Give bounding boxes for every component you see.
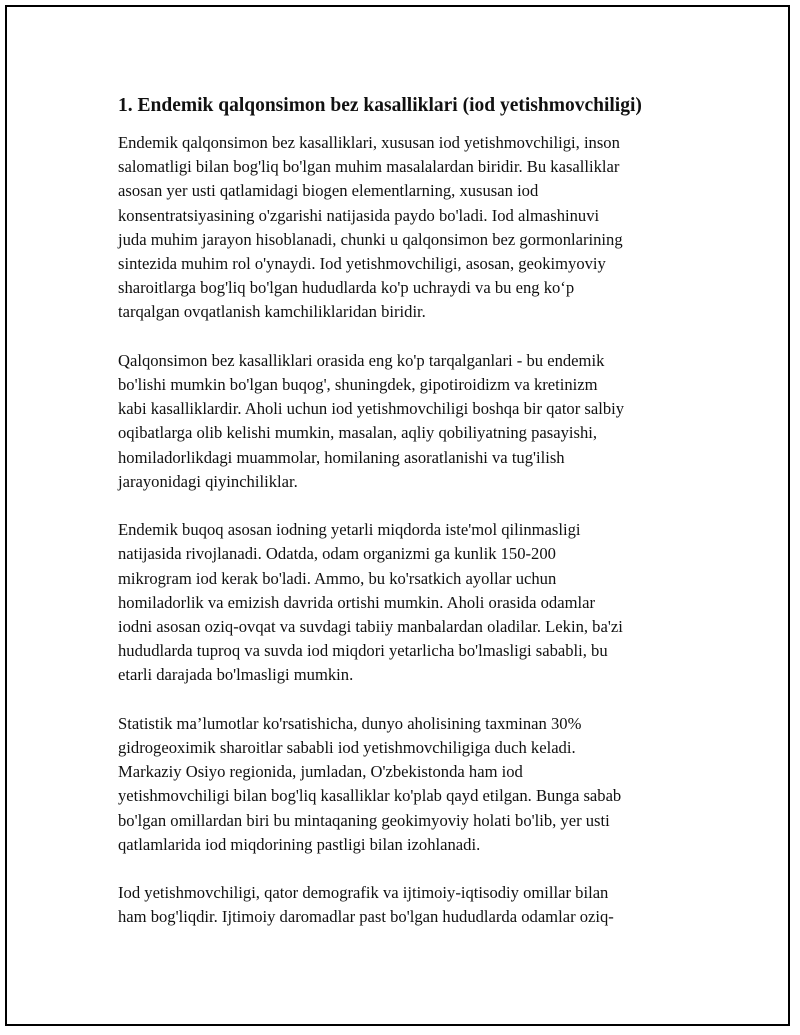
paragraph-spacer <box>118 325 688 349</box>
text-line: Endemik qalqonsimon bez kasalliklari, xususan iod yetishmovchiligi, inson <box>118 133 620 152</box>
paragraph-spacer <box>118 857 688 881</box>
text-line: oqibatlarga olib kelishi mumkin, masalan, aqliy qobiliyatning pasayishi, <box>118 423 597 443</box>
text-line: tarqalgan ovqatlanish kamchiliklaridan biridir. <box>118 302 426 322</box>
text-line: homiladorlik va emizish davrida ortishi mumkin. Aholi orasida odamlar <box>118 592 595 612</box>
text-line: Statistik ma’lumotlar ko'rsatishicha, dunyo aholisining taxminan 30% <box>118 713 582 733</box>
paragraph-spacer <box>118 688 688 712</box>
paragraph-spacer <box>118 494 688 518</box>
text-line: Markaziy Osiyo regionida, jumladan, O'zbekistonda ham iod <box>118 762 523 782</box>
paragraph-1 <box>118 131 688 325</box>
paragraph-5 <box>118 881 688 929</box>
document-body <box>118 92 688 930</box>
text-line: homiladorlikdagi muammolar, homilaning asoratlanishi va tug'ilish <box>118 447 565 467</box>
text-line: asosan yer usti qatlamidagi biogen elementlarning, xususan iod <box>118 181 539 201</box>
text-line: gidrogeoximik sharoitlar sababli iod yetishmovchiligiga duch keladi. <box>118 738 576 758</box>
text-line: bo'lgan omillardan biri bu mintaqaning geokimyoviy holati bo'lib, yer usti <box>118 810 610 830</box>
text-line: natijasida rivojlanadi. Odatda, odam organizmi ga kunlik 150-200 <box>118 544 556 564</box>
text-line: hududlarda tuproq va suvda iod miqdori yetarlicha bo'lmasligi sababli, bu <box>118 641 608 661</box>
text-line: kabi kasalliklardir. Aholi uchun iod yetishmovchiligi boshqa bir qator salbiy <box>118 399 625 419</box>
text-line: Iod yetishmovchiligi, qator demografik va ijtimoiy-iqtisodiy omillar bilan <box>118 883 609 903</box>
text-line: qatlamlarida iod miqdorining pastligi bilan izohlanadi. <box>118 834 481 854</box>
text-line: ham bog'liqdir. Ijtimoiy daromadlar past bo'lgan hududlarda odamlar oziq- <box>118 907 614 927</box>
text-line: bo'lishi mumkin bo'lgan buqog', shuningdek, gipotiroidizm va kretinizm <box>118 375 598 395</box>
paragraph-4 <box>118 712 688 857</box>
text-line: salomatligi bilan bog'liq bo'lgan muhim masalalardan biridir. Bu kasalliklar <box>118 157 620 177</box>
paragraph-3 <box>118 518 688 687</box>
text-line: mikrogram iod kerak bo'ladi. Ammo, bu ko'rsatkich ayollar uchun <box>118 568 557 588</box>
text-line: Qalqonsimon bez kasalliklari orasida eng ko'p tarqalganlari - bu endemik <box>118 350 605 370</box>
paragraph-2 <box>118 349 688 494</box>
text-line: Endemik buqoq asosan iodning yetarli miqdorda iste'mol qilinmasligi <box>118 520 581 540</box>
text-line: sintezida muhim rol o'ynaydi. Iod yetishmovchiligi, asosan, geokimyoviy <box>118 254 606 274</box>
text-line: sharoitlarga bog'liq bo'lgan hududlarda ko'p uchraydi va bu eng ko‘p <box>118 278 575 298</box>
text-line: jarayonidagi qiyinchiliklar. <box>118 471 298 491</box>
text-line: iodni asosan oziq-ovqat va suvdagi tabiiy manbalardan oladilar. Lekin, ba'zi <box>118 617 623 637</box>
text-line: yetishmovchiligi bilan bog'liq kasalliklar ko'plab qayd etilgan. Bunga sabab <box>118 786 622 806</box>
section-heading: 1. Endemik qalqonsimon bez kasalliklari (iod yetishmovchiligi) <box>118 95 642 116</box>
text-line: konsentratsiyasining o'zgarishi natijasida paydo bo'ladi. Iod almashinuvi <box>118 205 600 225</box>
text-line: etarli darajada bo'lmasligi mumkin. <box>118 665 354 685</box>
text-line: juda muhim jarayon hisoblanadi, chunki u qalqonsimon bez gormonlarining <box>118 229 623 249</box>
